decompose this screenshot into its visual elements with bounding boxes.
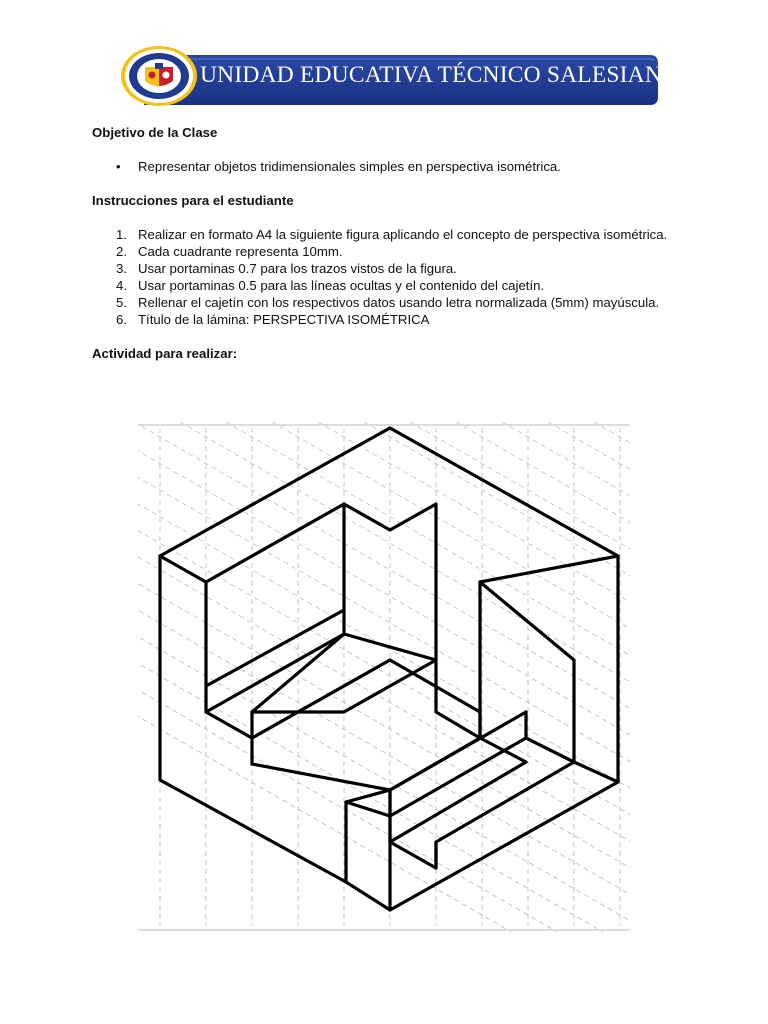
item-text: Título de la lámina: PERSPECTIVA ISOMÉTRICA [138, 312, 430, 327]
item-text: Realizar en formato A4 la siguiente figura aplicando el concepto de perspectiva isométrica. [138, 227, 668, 242]
grid-line [138, 422, 630, 932]
item-number: 6. [116, 312, 127, 327]
grid-line [502, 422, 630, 932]
grid-line [318, 422, 630, 932]
list-item [92, 226, 692, 243]
instructions-list [92, 226, 692, 328]
list-item [92, 311, 692, 328]
objective-text: Representar objetos tridimensionales simples en perspectiva isométrica. [138, 159, 561, 174]
objective-heading: Objetivo de la Clase [92, 125, 218, 140]
school-name: UNIDAD EDUCATIVA TÉCNICO SALESIANO [200, 62, 680, 88]
item-number: 4. [116, 278, 127, 293]
grid-line [138, 422, 630, 932]
activity-heading: Actividad para realizar: [92, 346, 238, 361]
list-item [92, 260, 692, 277]
item-text: Cada cuadrante representa 10mm. [138, 244, 343, 259]
document-body [92, 122, 692, 362]
grid-line [138, 422, 511, 932]
list-item [92, 243, 692, 260]
school-logo [120, 45, 198, 107]
grid-line [138, 422, 630, 932]
grid-line [226, 422, 630, 932]
objective-list [92, 158, 692, 175]
item-text: Usar portaminas 0.5 para las líneas ocultas y el contenido del cajetín. [138, 278, 545, 293]
item-text: Usar portaminas 0.7 para los trazos vistos de la figura. [138, 261, 457, 276]
grid-line [138, 422, 630, 932]
grid-line [410, 422, 630, 932]
bullet-icon: • [116, 159, 121, 174]
grid-line [138, 422, 630, 932]
grid-line [138, 422, 603, 932]
isometric-figure [138, 422, 630, 932]
school-header-banner [104, 41, 680, 110]
grid-line [138, 422, 630, 932]
item-number: 1. [116, 227, 127, 242]
item-number: 2. [116, 244, 127, 259]
instructions-heading: Instrucciones para el estudiante [92, 193, 294, 208]
list-item [92, 158, 692, 175]
list-item [92, 277, 692, 294]
item-number: 3. [116, 261, 127, 276]
isometric-drawing-icon [138, 422, 630, 932]
grid-line [594, 422, 630, 932]
grid-line [138, 422, 630, 932]
grid-line [138, 422, 630, 932]
item-text: Rellenar el cajetín con los respectivos datos usando letra normalizada (5mm) mayúscula. [138, 295, 660, 310]
list-item [92, 294, 692, 311]
grid-line [138, 422, 557, 932]
item-number: 5. [116, 295, 127, 310]
grid-line [138, 422, 630, 932]
